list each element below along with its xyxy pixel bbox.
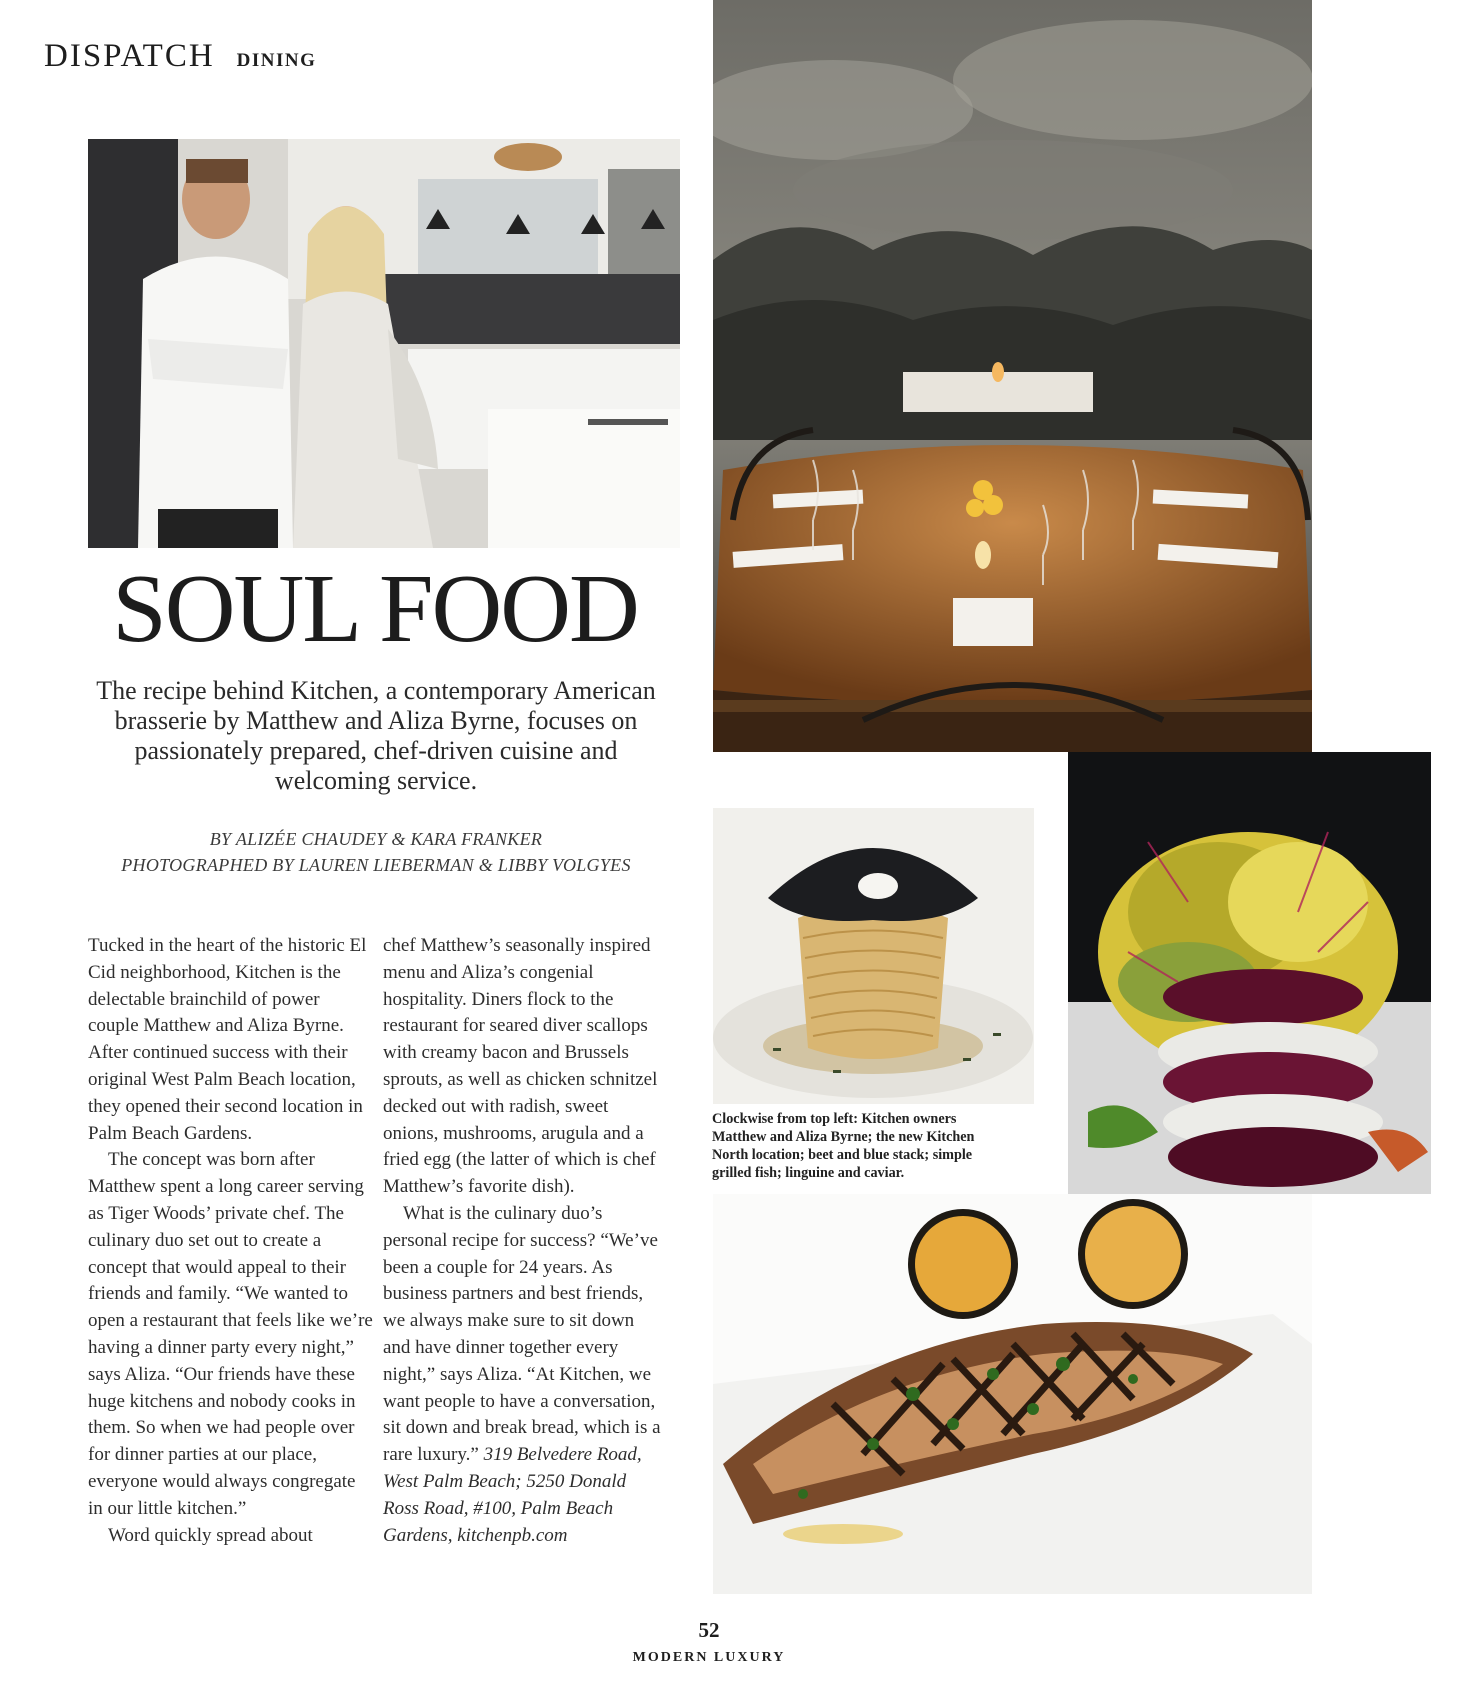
dining-room-photo [713,0,1312,752]
byline-photographers: PHOTOGRAPHED BY LAUREN LIEBERMAN & LIBBY VOLGYES [121,855,631,875]
body-paragraph: chef Matthew’s seasonally inspired menu and Aliza’s congenial hospitality. Diners flock to the restaurant for seared diver scallops with creamy bacon and Brussels sprouts, as well as chicken schnitzel decked out with radish, sweet onions, mushrooms, arugula and a fried egg (the latter of which is chef Matthew’s favorite dish). [383,935,658,1198]
restaurant-address: 319 Belvedere Road, West Palm Beach; 5250 Donald Ross Road, #100, Palm Beach Gardens, kitchenpb.com [383,1444,642,1546]
body-column-1 [88,933,373,1549]
magazine-name: MODERN LUXURY [632,1650,786,1665]
section-header [44,38,316,75]
body-paragraph: Tucked in the heart of the historic El Cid neighborhood, Kitchen is the delectable brainchild of power couple Matthew and Aliza Byrne. After continued success with their original West Palm Beach location, they opened their second location in Palm Beach Gardens. [88,935,367,1144]
photo-caption: Clockwise from top left: Kitchen owners Matthew and Aliza Byrne; the new Kitchen North location; beet and blue stack; simple grilled fish; linguine and caviar. [712,1111,975,1181]
article-title: SOUL FOOD [112,555,638,663]
byline-authors: BY ALIZÉE CHAUDEY & KARA FRANKER [209,829,543,849]
body-paragraph: Word quickly spread about [108,1524,313,1546]
linguine-caviar-photo [713,808,1034,1104]
grilled-fish-photo [713,1194,1312,1594]
body-paragraph [383,1201,663,1549]
body-paragraph: The concept was born after Matthew spent a long career serving as Tiger Woods’ private chef. The culinary duo set out to create a concept that would appeal to their friends and family. “We wanted to open a restaurant that feels like we’re having a dinner party every night,” says Aliza. “Our friends have these huge kitchens and nobody cooks in them. So when we had people over for dinner parties at our place, everyone would always congregate in our little kitchen.” [88,1149,373,1519]
subsection-name: DINING [236,50,317,71]
beet-stack-photo [1068,752,1431,1194]
article-byline [86,826,666,878]
owners-photo [88,139,680,548]
body-paragraph-text: What is the culinary duo’s personal recipe for success? “We’ve been a couple for 24 years. As business partners and best friends, we always make sure to sit down and have dinner together every night,” says Aliza. “At Kitchen, we want people to have a conversation, sit down and break bread, which is a rare luxury.” [383,1202,661,1466]
article-dek: The recipe behind Kitchen, a contemporary American brasserie by Matthew and Aliza Byrne, focuses on passionately prepared, chef-driven cuisine and welcoming service. [96,676,656,795]
body-column-2 [383,933,663,1549]
section-name: DISPATCH [44,38,215,74]
page-number: 52 [698,1618,720,1642]
